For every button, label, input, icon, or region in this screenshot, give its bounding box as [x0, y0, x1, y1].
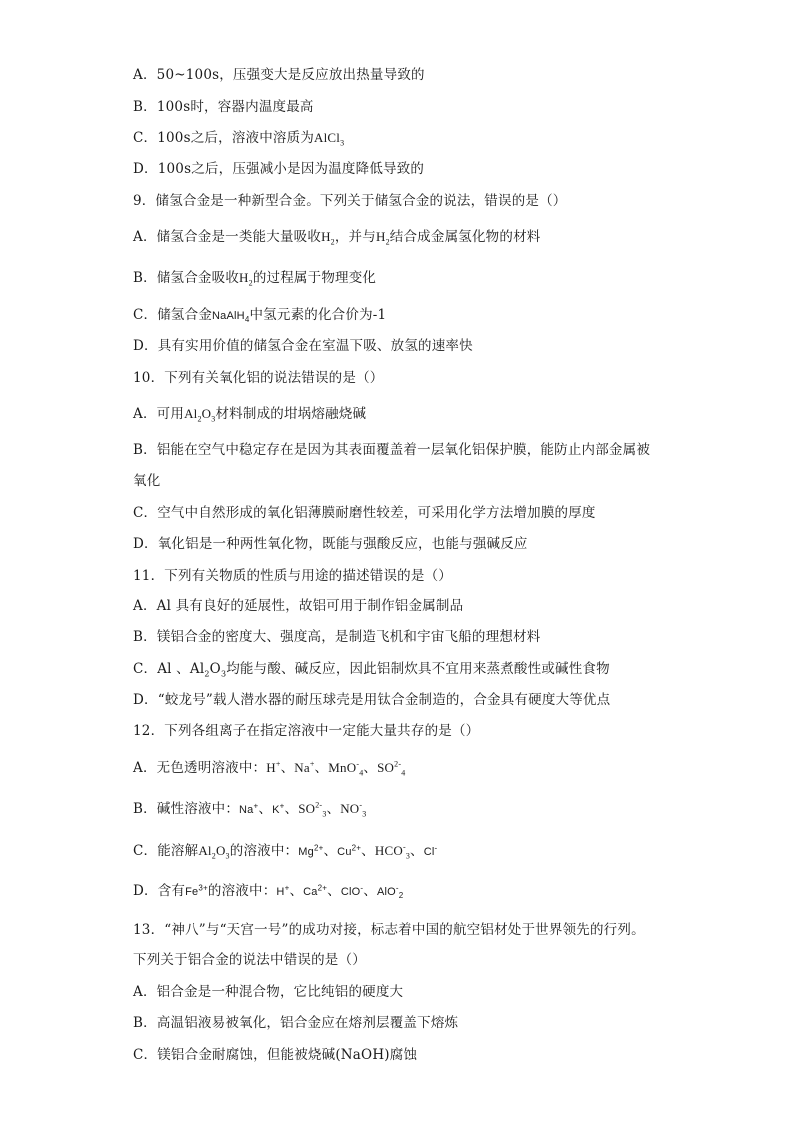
- text: D．含有: [133, 883, 186, 899]
- formula-naalh4: NaAlH$_4$: [212, 310, 250, 325]
- text: 13．“神八”与“天宫一号”的成功对接，标志着中国的航空铝材处于世界领先的行列。: [133, 922, 645, 938]
- text: B．铝能在空气中稳定存在是因为其表面覆盖着一层氧化铝保护膜，能防止内部金属被: [133, 442, 651, 458]
- q13-option-c: [133, 1046, 417, 1064]
- text: D．氧化铝是一种两性氧化物，既能与强酸反应，也能与强碱反应: [133, 536, 528, 552]
- text: C．100s之后，溶液中溶质为: [133, 130, 315, 146]
- q8-option-d: [133, 160, 424, 178]
- q11-option-a: [133, 597, 463, 615]
- ion-k: K+: [272, 801, 285, 816]
- q8-option-a: [133, 66, 425, 84]
- q10-option-a: A．可用$Al_2O_3$材料制成的坩埚熔融烧碱: [133, 406, 367, 424]
- formula-al2o3: $Al_2O_3$: [198, 843, 230, 861]
- q13-option-b: [133, 1014, 458, 1032]
- ion-ca: $Ca^{2+}$: [303, 883, 328, 898]
- question-10-stem: [133, 369, 383, 387]
- q11-option-c: C．Al 、$Al_2O_3$均能与酸、碱反应，因此铝制炊具不宜用来蒸煮酸性或碱性食物: [133, 661, 610, 679]
- ion-alo2: AlO-$_2$: [376, 883, 404, 901]
- text: B．100s时，容器内温度最高: [133, 99, 314, 115]
- text: C．镁铝合金耐腐蚀，但能被烧碱(NaOH)腐蚀: [133, 1047, 418, 1063]
- q12-option-b: B．碱性溶液中：Na+、K+、$SO^{2-}_3$、$NO^-_3$: [133, 800, 367, 819]
- question-13-stem: [133, 921, 645, 939]
- ion-no3: $NO^-_3$: [340, 800, 367, 819]
- q10-option-d: [133, 535, 528, 553]
- text: A．无色透明溶液中：: [133, 760, 267, 776]
- ion-hco3: $HCO^-_3$: [374, 842, 411, 861]
- text: C．空气中自然形成的氧化铝薄膜耐磨性较差，可采用化学方法增加膜的厚度: [133, 505, 596, 521]
- text: B．碱性溶液中：: [133, 801, 240, 817]
- ion-clo: ClO-: [340, 883, 364, 898]
- text: D．具有实用价值的储氢合金在室温下吸、放氢的速率快: [133, 338, 473, 354]
- q10-option-b-continued: [133, 472, 160, 490]
- q9-option-d: [133, 337, 473, 355]
- q9-option-c: C．储氢合金NaAlH$_4$中氢元素的化合价为-1: [133, 307, 387, 325]
- text: A．可用: [133, 406, 185, 422]
- text: C．储氢合金: [133, 307, 213, 323]
- text: C．能溶解: [133, 843, 199, 859]
- question-11-stem: [133, 567, 452, 585]
- text: A．50~100s，压强变大是反应放出热量导致的: [133, 67, 425, 83]
- ion-so3: $SO^{2-}_3$: [298, 800, 327, 819]
- q13-option-a: [133, 983, 403, 1001]
- question-12-stem: [133, 722, 479, 740]
- ion-h: H+: [266, 759, 281, 775]
- text: A．储氢合金是一类能大量吸收: [133, 229, 322, 245]
- question-9-stem: [133, 192, 567, 210]
- q12-option-d: D．含有$Fe^{3+}$的溶液中：H+、$Ca^{2+}$、ClO-、AlO-$_2$: [133, 883, 404, 901]
- ion-na: Na+: [294, 759, 315, 775]
- text: 12．下列各组离子在指定溶液中一定能大量共存的是（）: [133, 723, 480, 739]
- ion-mg: $Mg^{2+}$: [298, 843, 324, 858]
- q11-option-b: [133, 628, 540, 646]
- formula-alcl3: AlCl$_3$: [314, 130, 345, 148]
- text: 下列关于铝合金的说法中错误的是（）: [133, 952, 366, 968]
- q10-option-b: [133, 441, 650, 459]
- text: 氧化: [133, 473, 161, 489]
- text: A．Al 具有良好的延展性，故铝可用于制作铝金属制品: [133, 598, 464, 614]
- question-13-stem-continued: [133, 951, 366, 969]
- text: B．高温铝液易被氧化，铝合金应在熔剂层覆盖下熔炼: [133, 1015, 459, 1031]
- formula-al2o3: $Al_2O_3$: [184, 406, 216, 424]
- text: 11．下列有关物质的性质与用途的描述错误的是（）: [133, 568, 452, 584]
- q9-option-b: B．储氢合金吸收$H_2$的过程属于物理变化: [133, 270, 377, 288]
- ion-na: Na+: [239, 801, 259, 816]
- text: C．Al 、Al: [133, 661, 205, 677]
- text: 10．下列有关氧化铝的说法错误的是（）: [133, 370, 384, 386]
- q8-option-b: [133, 98, 314, 116]
- ion-fe: $Fe^{3+}$: [185, 883, 208, 898]
- ion-h: H+: [276, 883, 290, 898]
- q9-option-a: A．储氢合金是一类能大量吸收$H_2$，并与$H_2$结合成金属氢化物的材料: [133, 229, 541, 247]
- text: A．铝合金是一种混合物，它比纯铝的硬度大: [133, 984, 404, 1000]
- q12-option-a: A．无色透明溶液中：H+、Na+、MnO-$_4$、$SO^{2-}_4$: [133, 759, 406, 778]
- q11-option-d: [133, 691, 610, 709]
- ion-so4: $SO^{2-}_4$: [377, 759, 406, 778]
- formula-h2: $H_2$: [239, 270, 253, 288]
- text: 9．储氢合金是一种新型合金。下列关于储氢合金的说法，错误的是（）: [133, 193, 567, 209]
- ion-mno4: MnO-$_4$: [328, 759, 364, 778]
- q12-option-c: C．能溶解$Al_2O_3$的溶液中：$Mg^{2+}$、$Cu^{2+}$、$HCO^-_3$、Cl-: [133, 842, 438, 861]
- ion-cl: Cl-: [423, 843, 438, 858]
- text: B．镁铝合金的密度大、强度高，是制造飞机和宇宙飞船的理想材料: [133, 629, 541, 645]
- ion-cu: $Cu^{2+}$: [337, 843, 362, 858]
- text: D．“蛟龙号”载人潜水器的耐压球壳是用钛合金制造的，合金具有硬度大等优点: [133, 692, 611, 708]
- q10-option-c: [133, 504, 596, 522]
- text: B．储氢合金吸收: [133, 270, 240, 286]
- text: D．100s之后，压强减小是因为温度降低导致的: [133, 161, 425, 177]
- formula-h2: $H_2$: [375, 229, 390, 247]
- formula-h2: $H_2$: [321, 229, 335, 247]
- q8-option-c: [133, 129, 344, 147]
